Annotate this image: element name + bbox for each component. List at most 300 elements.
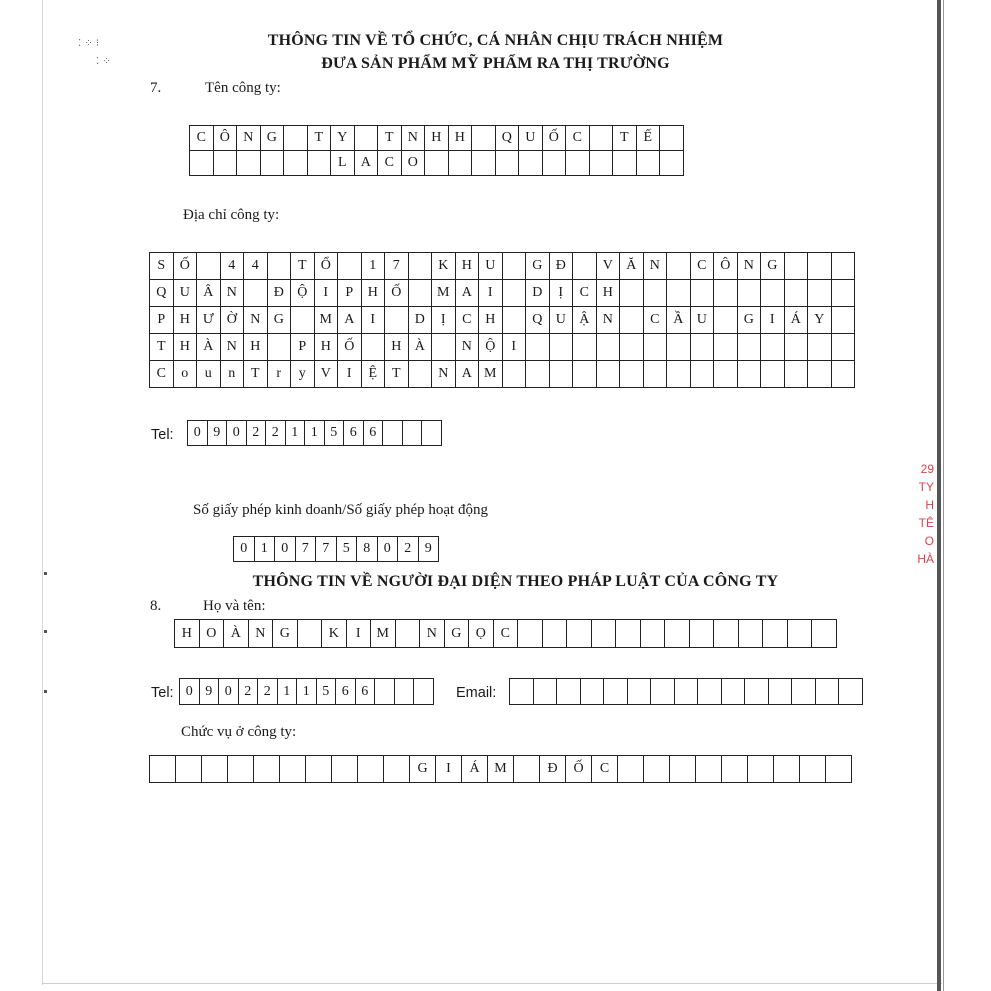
full-name-cell — [591, 619, 617, 648]
address-cell — [807, 252, 832, 280]
address-cell — [666, 333, 691, 361]
rep-tel-cell: 2 — [257, 678, 278, 705]
full-name-cell — [566, 619, 592, 648]
address-cell: G — [737, 306, 762, 334]
company-tel-cell: 6 — [363, 420, 384, 446]
address-cell: À — [408, 333, 433, 361]
address-cell: I — [478, 279, 503, 307]
position-cell — [279, 755, 306, 783]
rep-tel-label: Tel: — [151, 685, 174, 701]
address-cell — [431, 333, 456, 361]
email-cell — [533, 678, 558, 705]
position-cell: I — [435, 755, 462, 783]
address-cell: N — [220, 279, 245, 307]
full-name-cell: H — [174, 619, 200, 648]
address-cell: I — [314, 279, 339, 307]
address-cell — [196, 252, 221, 280]
company-name-row — [190, 151, 684, 176]
company-tel-cell — [402, 420, 423, 446]
email-cell — [815, 678, 840, 705]
address-cell: V — [596, 252, 621, 280]
company-name-cell: N — [401, 125, 426, 151]
license-cell: 8 — [356, 536, 378, 562]
address-cell: M — [478, 360, 503, 388]
position-cell — [305, 755, 332, 783]
position-cell — [799, 755, 826, 783]
license-cell: 5 — [336, 536, 358, 562]
address-cell: I — [337, 360, 362, 388]
address-cell — [525, 333, 550, 361]
full-name-cell — [297, 619, 323, 648]
company-name-cell — [307, 150, 332, 176]
full-name-cell — [713, 619, 739, 648]
address-cell: N — [220, 333, 245, 361]
address-cell — [643, 360, 668, 388]
full-name-grid — [175, 620, 837, 648]
company-name-cell — [495, 150, 520, 176]
company-name-cell — [589, 150, 614, 176]
company-tel-cell: 0 — [226, 420, 247, 446]
address-cell: Ộ — [478, 333, 503, 361]
full-name-cell — [640, 619, 666, 648]
company-name-cell: H — [448, 125, 473, 151]
rep-tel-cell: 5 — [316, 678, 337, 705]
address-cell: N — [455, 333, 480, 361]
license-row — [234, 537, 439, 562]
company-tel-cell: 9 — [207, 420, 228, 446]
position-cell — [227, 755, 254, 783]
company-name-grid — [190, 126, 684, 176]
address-cell — [784, 252, 809, 280]
email-cell — [650, 678, 675, 705]
address-cell — [666, 279, 691, 307]
company-address-grid — [150, 253, 855, 388]
scan-right-edge-line — [943, 0, 944, 991]
address-cell — [361, 333, 386, 361]
address-cell: r — [267, 360, 292, 388]
address-cell: U — [549, 306, 574, 334]
section-number-7: 7. — [150, 80, 162, 96]
full-name-cell — [762, 619, 788, 648]
company-tel-cell: 1 — [304, 420, 325, 446]
address-cell: G — [525, 252, 550, 280]
company-name-cell — [565, 150, 590, 176]
address-cell: C — [455, 306, 480, 334]
full-name-cell — [615, 619, 641, 648]
address-cell: Ố — [384, 279, 409, 307]
red-seal-fragment — [900, 462, 934, 570]
address-row — [150, 334, 855, 361]
address-cell — [408, 252, 433, 280]
company-name-cell — [236, 150, 261, 176]
address-cell — [502, 306, 527, 334]
rep-tel-cell: 2 — [238, 678, 259, 705]
company-name-cell: T — [612, 125, 637, 151]
email-cell — [627, 678, 652, 705]
address-cell — [666, 360, 691, 388]
company-name-cell — [589, 125, 614, 151]
address-cell: H — [243, 333, 268, 361]
email-cell — [721, 678, 746, 705]
full-name-cell — [542, 619, 568, 648]
position-grid — [150, 756, 852, 783]
company-name-cell — [283, 150, 308, 176]
address-cell — [643, 279, 668, 307]
position-label: Chức vụ ở công ty: — [181, 724, 297, 740]
address-cell — [525, 360, 550, 388]
rep-tel-cell: 0 — [218, 678, 239, 705]
full-name-cell: G — [444, 619, 470, 648]
company-name-cell — [283, 125, 308, 151]
address-cell — [572, 360, 597, 388]
address-cell: H — [173, 333, 198, 361]
address-cell: H — [478, 306, 503, 334]
company-name-cell: T — [307, 125, 332, 151]
address-cell: 7 — [384, 252, 409, 280]
legal-rep-heading: THÔNG TIN VỀ NGƯỜI ĐẠI DIỆN THEO PHÁP LUẬT CỦA CÔNG TY — [252, 573, 779, 590]
company-tel-cell: 6 — [343, 420, 364, 446]
full-name-cell: G — [272, 619, 298, 648]
full-name-cell — [787, 619, 813, 648]
position-cell — [175, 755, 202, 783]
address-row — [150, 253, 855, 280]
license-cell: 9 — [418, 536, 440, 562]
seal-text-fragment: O — [924, 534, 934, 548]
license-cell: 0 — [274, 536, 296, 562]
address-cell: N — [737, 252, 762, 280]
position-cell — [357, 755, 384, 783]
position-row — [150, 756, 852, 783]
address-cell — [572, 333, 597, 361]
company-name-label: Tên công ty: — [205, 80, 281, 96]
license-cell: 7 — [315, 536, 337, 562]
address-cell — [807, 333, 832, 361]
address-cell: M — [431, 279, 456, 307]
company-name-cell — [659, 150, 684, 176]
company-tel-cell: 2 — [265, 420, 286, 446]
position-cell — [383, 755, 410, 783]
address-cell — [290, 306, 315, 334]
address-row — [150, 361, 855, 388]
section-number-8: 8. — [150, 598, 162, 614]
address-cell: I — [502, 333, 527, 361]
email-cell — [580, 678, 605, 705]
company-name-cell — [636, 150, 661, 176]
position-cell — [669, 755, 696, 783]
address-cell — [619, 279, 644, 307]
address-cell — [502, 279, 527, 307]
scan-specks: ⁚ ⁘ — [96, 56, 111, 67]
company-tel-cell: 1 — [285, 420, 306, 446]
company-tel-row — [188, 421, 442, 446]
email-cell — [744, 678, 769, 705]
company-address-label: Địa chỉ công ty: — [183, 207, 280, 223]
email-cell — [674, 678, 699, 705]
company-name-cell: U — [518, 125, 543, 151]
address-cell: Y — [807, 306, 832, 334]
address-cell — [267, 252, 292, 280]
position-cell — [721, 755, 748, 783]
email-cell — [768, 678, 793, 705]
address-cell: y — [290, 360, 315, 388]
company-name-cell: A — [354, 150, 379, 176]
email-label: Email: — [456, 685, 497, 701]
address-cell — [619, 333, 644, 361]
company-name-cell — [354, 125, 379, 151]
address-row — [150, 307, 855, 334]
company-name-cell — [518, 150, 543, 176]
company-name-cell — [213, 150, 238, 176]
address-cell — [502, 360, 527, 388]
company-name-cell: Y — [330, 125, 355, 151]
address-cell: Ờ — [220, 306, 245, 334]
rep-tel-cell: 9 — [199, 678, 220, 705]
address-cell: G — [267, 306, 292, 334]
email-cell — [697, 678, 722, 705]
address-cell — [807, 360, 832, 388]
company-name-cell: O — [401, 150, 426, 176]
company-name-cell: Ô — [213, 125, 238, 151]
address-cell — [243, 279, 268, 307]
address-cell — [784, 279, 809, 307]
full-name-cell — [689, 619, 715, 648]
address-cell: À — [196, 333, 221, 361]
full-name-cell: À — [223, 619, 249, 648]
company-name-cell — [448, 150, 473, 176]
rep-tel-cell: 0 — [179, 678, 200, 705]
company-name-cell: Q — [495, 125, 520, 151]
address-cell: T — [243, 360, 268, 388]
address-cell: Á — [784, 306, 809, 334]
full-name-cell — [738, 619, 764, 648]
company-name-cell: G — [260, 125, 285, 151]
company-name-cell: T — [377, 125, 402, 151]
full-name-cell — [664, 619, 690, 648]
address-cell: S — [149, 252, 174, 280]
position-cell — [695, 755, 722, 783]
position-cell — [747, 755, 774, 783]
email-cell — [838, 678, 863, 705]
company-name-cell: N — [236, 125, 261, 151]
address-cell: A — [455, 360, 480, 388]
company-tel-label: Tel: — [151, 427, 174, 443]
position-cell: G — [409, 755, 436, 783]
position-cell: Ố — [565, 755, 592, 783]
position-cell: M — [487, 755, 514, 783]
license-cell: 0 — [233, 536, 255, 562]
address-cell: H — [361, 279, 386, 307]
company-name-cell: C — [189, 125, 214, 151]
address-cell: T — [290, 252, 315, 280]
scan-mark — [44, 630, 47, 633]
address-cell: I — [760, 306, 785, 334]
address-cell — [760, 333, 785, 361]
address-cell: U — [173, 279, 198, 307]
address-cell: A — [455, 279, 480, 307]
full-name-cell — [811, 619, 837, 648]
rep-tel-grid — [180, 679, 434, 705]
company-name-cell — [260, 150, 285, 176]
rep-tel-cell — [394, 678, 415, 705]
address-cell: V — [314, 360, 339, 388]
position-cell — [513, 755, 540, 783]
address-cell — [784, 333, 809, 361]
address-cell: Ị — [549, 279, 574, 307]
address-cell: Q — [525, 306, 550, 334]
full-name-cell: O — [199, 619, 225, 648]
address-cell — [831, 252, 856, 280]
address-cell: Ệ — [361, 360, 386, 388]
address-cell: Đ — [549, 252, 574, 280]
license-cell: 0 — [377, 536, 399, 562]
address-cell — [572, 252, 597, 280]
seal-text-fragment: 29 — [920, 462, 934, 476]
address-cell — [408, 360, 433, 388]
seal-text-fragment: H — [925, 498, 934, 512]
position-cell: Á — [461, 755, 488, 783]
address-cell: H — [384, 333, 409, 361]
address-cell: Ố — [337, 333, 362, 361]
address-cell: H — [596, 279, 621, 307]
email-cell — [603, 678, 628, 705]
position-cell — [149, 755, 176, 783]
address-cell — [831, 360, 856, 388]
company-tel-cell — [421, 420, 442, 446]
address-cell: I — [361, 306, 386, 334]
address-cell — [408, 279, 433, 307]
page-left-edge — [42, 0, 43, 985]
scan-specks: ⁚ ⁘ ⁝ — [78, 38, 100, 49]
address-cell: P — [290, 333, 315, 361]
position-cell — [201, 755, 228, 783]
rep-tel-cell: 6 — [335, 678, 356, 705]
company-tel-cell: 2 — [246, 420, 267, 446]
email-cell — [556, 678, 581, 705]
full-name-cell: N — [419, 619, 445, 648]
rep-tel-row — [180, 679, 434, 705]
address-cell — [549, 333, 574, 361]
company-name-cell: C — [377, 150, 402, 176]
address-cell — [807, 279, 832, 307]
company-name-row — [190, 126, 684, 151]
address-cell — [549, 360, 574, 388]
address-cell — [831, 306, 856, 334]
address-cell: C — [643, 306, 668, 334]
address-cell: Q — [149, 279, 174, 307]
license-cell: 7 — [295, 536, 317, 562]
address-cell: D — [525, 279, 550, 307]
seal-text-fragment: TY — [918, 480, 934, 494]
address-cell: P — [337, 279, 362, 307]
email-row — [510, 679, 863, 705]
rep-tel-cell: 1 — [296, 678, 317, 705]
address-cell: U — [690, 306, 715, 334]
seal-text-fragment: TÊ — [918, 516, 934, 530]
address-cell — [596, 360, 621, 388]
address-cell: Ă — [619, 252, 644, 280]
address-cell — [666, 252, 691, 280]
position-cell — [643, 755, 670, 783]
full-name-cell: I — [346, 619, 372, 648]
position-cell — [825, 755, 852, 783]
full-name-row — [175, 620, 837, 648]
address-cell: H — [455, 252, 480, 280]
address-cell — [784, 360, 809, 388]
form-title-line1: THÔNG TIN VỀ TỔ CHỨC, CÁ NHÂN CHỊU TRÁCH NHIỆM — [267, 32, 724, 49]
address-cell: Ư — [196, 306, 221, 334]
email-grid — [510, 679, 863, 705]
address-cell — [690, 360, 715, 388]
address-cell: K — [431, 252, 456, 280]
address-cell — [760, 360, 785, 388]
company-tel-cell: 0 — [187, 420, 208, 446]
company-name-cell — [612, 150, 637, 176]
company-name-cell — [659, 125, 684, 151]
company-name-cell: H — [424, 125, 449, 151]
address-cell: o — [173, 360, 198, 388]
address-cell — [760, 279, 785, 307]
address-cell: N — [643, 252, 668, 280]
full-name-cell: K — [321, 619, 347, 648]
address-cell: Ô — [713, 252, 738, 280]
address-cell: A — [337, 306, 362, 334]
position-cell — [617, 755, 644, 783]
company-name-cell: L — [330, 150, 355, 176]
address-cell — [713, 279, 738, 307]
address-cell — [831, 279, 856, 307]
address-cell: H — [314, 333, 339, 361]
address-cell: N — [596, 306, 621, 334]
address-cell: N — [243, 306, 268, 334]
position-cell: Đ — [539, 755, 566, 783]
rep-tel-cell: 6 — [355, 678, 376, 705]
address-cell: Ậ — [572, 306, 597, 334]
address-cell — [619, 306, 644, 334]
address-cell: D — [408, 306, 433, 334]
address-cell — [267, 333, 292, 361]
address-cell: G — [760, 252, 785, 280]
address-cell: P — [149, 306, 174, 334]
address-cell: 4 — [243, 252, 268, 280]
company-tel-cell: 5 — [324, 420, 345, 446]
scan-mark — [44, 690, 47, 693]
address-cell: Ổ — [314, 252, 339, 280]
company-tel-grid — [188, 421, 442, 446]
company-name-cell: Ố — [542, 125, 567, 151]
position-cell: C — [591, 755, 618, 783]
address-cell: H — [173, 306, 198, 334]
address-cell: u — [196, 360, 221, 388]
full-name-cell: C — [493, 619, 519, 648]
email-cell — [509, 678, 534, 705]
full-name-cell — [517, 619, 543, 648]
address-cell — [713, 306, 738, 334]
address-cell — [690, 279, 715, 307]
rep-tel-cell — [413, 678, 434, 705]
address-cell — [713, 360, 738, 388]
full-name-cell: M — [370, 619, 396, 648]
address-cell — [737, 333, 762, 361]
address-cell: T — [384, 360, 409, 388]
address-cell: C — [149, 360, 174, 388]
full-name-cell — [395, 619, 421, 648]
address-row — [150, 280, 855, 307]
address-cell — [596, 333, 621, 361]
company-name-cell: C — [565, 125, 590, 151]
position-cell — [773, 755, 800, 783]
license-label: Số giấy phép kinh doanh/Số giấy phép hoạt động — [193, 502, 488, 518]
license-cell: 1 — [254, 536, 276, 562]
